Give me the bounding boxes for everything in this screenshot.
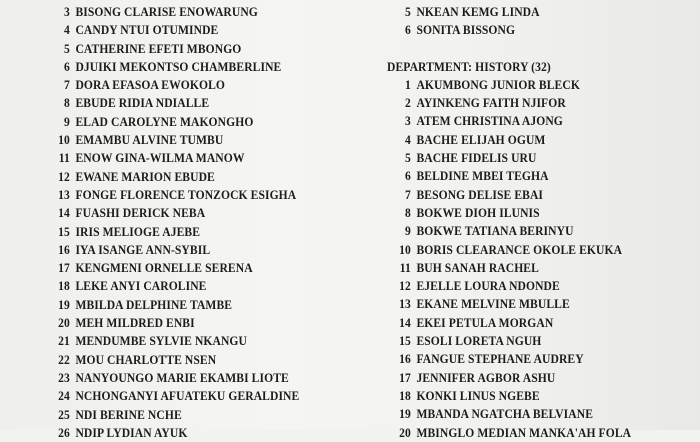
item-number: 15 (399, 334, 411, 349)
item-name: CATHERINE EFETI MBONGO (75, 41, 242, 56)
list-item (46, 168, 299, 186)
item-number: 5 (405, 5, 411, 19)
item-number: 7 (64, 78, 70, 93)
item-name: MOU CHARLOTTE NSEN (75, 352, 217, 367)
item-number: 19 (58, 297, 70, 312)
list-item (387, 295, 631, 313)
item-name: BESONG DELISE EBAI (416, 187, 544, 202)
item-number: 8 (64, 96, 70, 111)
list-item (387, 222, 631, 240)
item-name: KENGMENI ORNELLE SERENA (75, 261, 253, 276)
list-item (387, 94, 631, 112)
list-item (387, 387, 631, 405)
item-name: AYINKENG FAITH NJIFOR (416, 96, 566, 111)
list-item (387, 186, 631, 204)
list-item (387, 149, 631, 167)
item-number: 10 (399, 242, 411, 257)
item-number: 12 (399, 279, 411, 294)
item-number: 11 (399, 260, 411, 275)
list-item (387, 332, 631, 350)
item-name: BELDINE MBEI TEGHA (416, 169, 549, 184)
list-item (46, 149, 299, 167)
item-name: ATEM CHRISTINA AJONG (416, 114, 563, 129)
list-item (387, 204, 631, 222)
item-name: EMAMBU ALVINE TUMBU (75, 133, 224, 148)
item-number: 4 (64, 23, 70, 38)
list-item (46, 204, 299, 222)
item-number: 23 (58, 370, 70, 385)
item-name: NANYOUNGO MARIE EKAMBI LIOTE (75, 370, 289, 385)
item-name: EBUDE RIDIA NDIALLE (75, 96, 210, 111)
list-item (46, 76, 299, 94)
item-name: NDIP LYDIAN AYUK (75, 425, 188, 440)
left-name-list (46, 3, 299, 442)
list-item (46, 424, 299, 442)
list-item (46, 40, 299, 58)
item-name: LEKE ANYI CAROLINE (75, 279, 207, 294)
item-name: BOKWE TATIANA BERINYU (416, 224, 574, 239)
list-item (46, 277, 299, 295)
item-number: 6 (64, 59, 70, 74)
item-name: MEH MILDRED ENBI (75, 316, 195, 331)
list-item (387, 167, 631, 185)
list-item (387, 3, 631, 21)
list-item (46, 296, 299, 314)
list-item (46, 94, 299, 112)
item-number: 19 (399, 407, 411, 422)
item-name: BUH SANAH RACHEL (416, 260, 539, 275)
item-name: AKUMBONG JUNIOR BLECK (416, 77, 580, 92)
item-name: FUASHI DERICK NEBA (75, 206, 206, 221)
list-item (46, 351, 299, 369)
item-name: DJUIKI MEKONTSO CHAMBERLINE (75, 59, 282, 74)
item-number: 5 (64, 41, 70, 56)
list-item (387, 314, 631, 332)
item-name: IYA ISANGE ANN-SYBIL (75, 242, 211, 257)
item-name: EJELLE LOURA NDONDE (416, 279, 560, 294)
item-name: ESOLI LORETA NGUH (416, 334, 542, 349)
item-name: BOKWE DIOH ILUNIS (416, 205, 540, 220)
item-name: MBANDA NGATCHA BELVIANE (416, 407, 594, 422)
item-name: MBINGLO MEDIAN MANKA'AH FOLA (416, 425, 632, 440)
list-item (387, 76, 631, 94)
item-number: 6 (405, 169, 411, 184)
item-name: ELAD CAROLYNE MAKONGHO (75, 114, 254, 129)
item-number: 18 (399, 388, 411, 403)
item-number: 25 (58, 407, 70, 422)
item-name: BORIS CLEARANCE OKOLE EKUKA (416, 242, 623, 257)
item-name: NCHONGANYI AFUATEKU GERALDINE (75, 389, 300, 404)
list-item (387, 112, 631, 130)
item-number: 7 (405, 187, 411, 202)
item-number: 8 (405, 205, 411, 220)
list-item (46, 332, 299, 350)
item-number: 20 (399, 425, 411, 440)
item-name: FONGE FLORENCE TONZOCK ESIGHA (75, 187, 297, 202)
item-number: 22 (58, 352, 70, 367)
item-name: NDI BERINE NCHE (75, 407, 182, 422)
list-item (387, 424, 631, 442)
list-item (387, 131, 631, 149)
list-item (46, 369, 299, 387)
item-number: 3 (64, 5, 70, 19)
item-number: 1 (405, 77, 411, 92)
item-name: DORA EFASOA EWOKOLO (75, 78, 226, 93)
item-number: 16 (399, 352, 411, 367)
item-number: 16 (58, 242, 70, 257)
item-number: 4 (405, 132, 411, 147)
right-column (387, 3, 631, 442)
item-number: 14 (58, 206, 70, 221)
list-item (46, 131, 299, 149)
item-name: SONITA BISSONG (416, 23, 516, 38)
item-number: 2 (405, 96, 411, 111)
item-name: IRIS MELIOGE AJEBE (75, 224, 201, 239)
item-name: JENNIFER AGBOR ASHU (416, 370, 556, 385)
item-name: EWANE MARION EBUDE (75, 169, 215, 184)
item-number: 10 (58, 133, 70, 148)
item-name: BACHE FIDELIS URU (416, 151, 537, 166)
item-number: 14 (399, 315, 411, 330)
list-item (46, 223, 299, 241)
item-name: CANDY NTUI OTUMINDE (75, 23, 219, 38)
list-item (46, 21, 299, 39)
list-item (46, 186, 299, 204)
item-number: 21 (58, 334, 70, 349)
item-name: NKEAN KEMG LINDA (416, 5, 540, 19)
list-item (46, 259, 299, 277)
item-name: MENDUMBE SYLVIE NKANGU (75, 334, 247, 349)
item-number: 12 (58, 169, 70, 184)
item-name: MBILDA DELPHINE TAMBE (75, 297, 233, 312)
department-history-heading: DEPARTMENT: HISTORY (32) (387, 59, 551, 74)
item-name: BISONG CLARISE ENOWARUNG (75, 5, 258, 19)
list-item (387, 405, 631, 423)
item-number: 3 (405, 114, 411, 129)
list-item (46, 58, 299, 76)
list-item (46, 387, 299, 405)
item-number: 9 (64, 114, 70, 129)
list-item (387, 21, 631, 39)
item-number: 20 (58, 316, 70, 331)
item-name: FANGUE STEPHANE AUDREY (416, 352, 584, 367)
item-number: 26 (58, 425, 70, 440)
list-item (387, 277, 631, 295)
right-top-list (387, 3, 631, 40)
item-number: 13 (399, 297, 411, 312)
item-number: 24 (58, 389, 70, 404)
item-number: 6 (405, 23, 411, 38)
item-number: 17 (399, 370, 411, 385)
list-item (387, 259, 631, 277)
item-number: 9 (405, 224, 411, 239)
list-item (387, 369, 631, 387)
item-number: 17 (58, 261, 70, 276)
list-item (387, 350, 631, 368)
item-name: EKANE MELVINE MBULLE (416, 297, 570, 312)
item-name: ENOW GINA-WILMA MANOW (75, 151, 245, 166)
list-item (387, 241, 631, 259)
list-item (46, 241, 299, 259)
list-item (46, 113, 299, 131)
list-item (46, 3, 299, 21)
item-name: BACHE ELIJAH OGUM (416, 132, 546, 147)
item-name: EKEI PETULA MORGAN (416, 315, 554, 330)
item-number: 11 (58, 151, 70, 166)
item-number: 13 (58, 187, 70, 202)
item-name: KONKI LINUS NGEBE (416, 388, 540, 403)
item-number: 18 (58, 279, 70, 294)
history-name-list (387, 76, 631, 442)
item-number: 5 (405, 151, 411, 166)
item-number: 15 (58, 224, 70, 239)
list-item (46, 314, 299, 332)
list-item (46, 406, 299, 424)
